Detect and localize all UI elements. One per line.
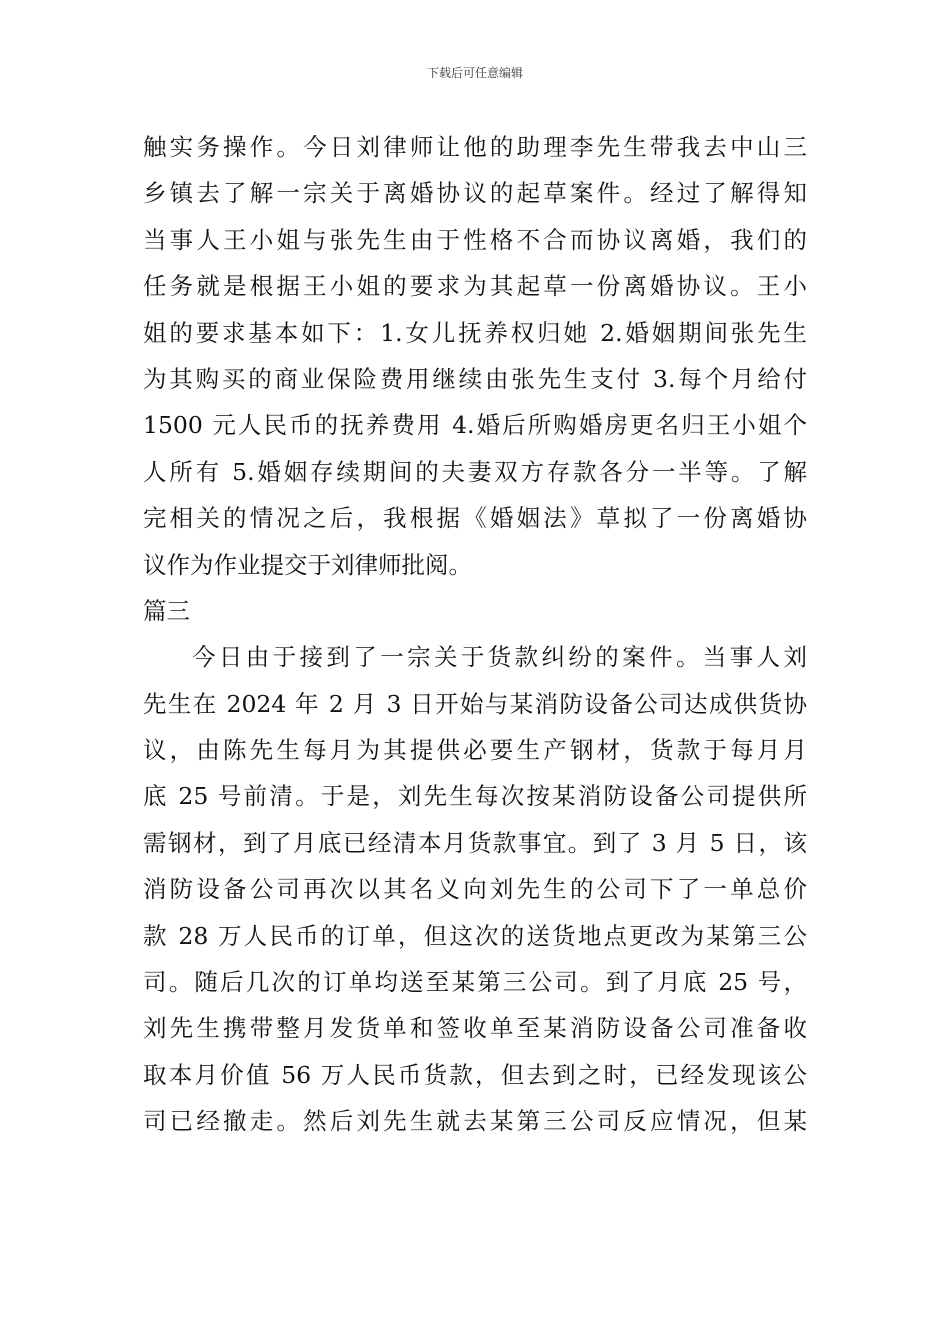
text-line: 乡镇去了解一宗关于离婚协议的起草案件。经过了解得知 [143, 179, 807, 208]
text-line: 触实务操作。今日刘律师让他的助理李先生带我去中山三 [143, 133, 807, 161]
text-line: 款 28 万人民币的订单，但这次的送货地点更改为某第三公 [143, 921, 807, 950]
text-line: 先生在 2024 年 2 月 3 日开始与某消防设备公司达成供货协 [143, 689, 807, 718]
text-line: 议作为作业提交于刘律师批阅。 [143, 550, 472, 579]
text-line: 完相关的情况之后，我根据《婚姻法》草拟了一份离婚协 [143, 504, 807, 533]
text-line: 当事人王小姐与张先生由于性格不合而协议离婚，我们的 [143, 225, 807, 254]
text-line: 需钢材，到了月底已经清本月货款事宜。到了 3 月 5 日，该 [143, 828, 807, 857]
text-line: 为其购买的商业保险费用继续由张先生支付 3.每个月给付 [143, 364, 807, 393]
text-line: 消防设备公司再次以其名义向刘先生的公司下了一单总价 [143, 875, 807, 904]
text-line: 姐的要求基本如下：1.女儿抚养权归她 2.婚姻期间张先生 [143, 318, 807, 347]
text-line: 刘先生携带整月发货单和签收单至某消防设备公司准备收 [143, 1014, 807, 1043]
text-line: 议，由陈先生每月为其提供必要生产钢材，货款于每月月 [143, 736, 807, 765]
text-line: 取本月价值 56 万人民币货款，但去到之时，已经发现该公 [143, 1060, 807, 1089]
text-line: 司已经撤走。然后刘先生就去某第三公司反应情况，但某 [143, 1107, 807, 1136]
text-line: 1500 元人民币的抚养费用 4.婚后所购婚房更名归王小姐个 [143, 411, 807, 440]
text-line: 任务就是根据王小姐的要求为其起草一份离婚协议。王小 [143, 272, 807, 301]
page-header: 下载后可任意编辑 [426, 66, 523, 80]
text-line: 司。随后几次的订单均送至某第三公司。到了月底 25 号， [143, 968, 807, 997]
text-line: 今日由于接到了一宗关于货款纠纷的案件。当事人刘 [192, 643, 807, 672]
body-text [143, 124, 807, 1145]
text-line: 底 25 号前清。于是，刘先生每次按某消防设备公司提供所 [143, 782, 807, 811]
text-line: 人所有 5.婚姻存续期间的夫妻双方存款各分一半等。了解 [143, 457, 807, 486]
text-line: 篇三 [143, 596, 190, 625]
